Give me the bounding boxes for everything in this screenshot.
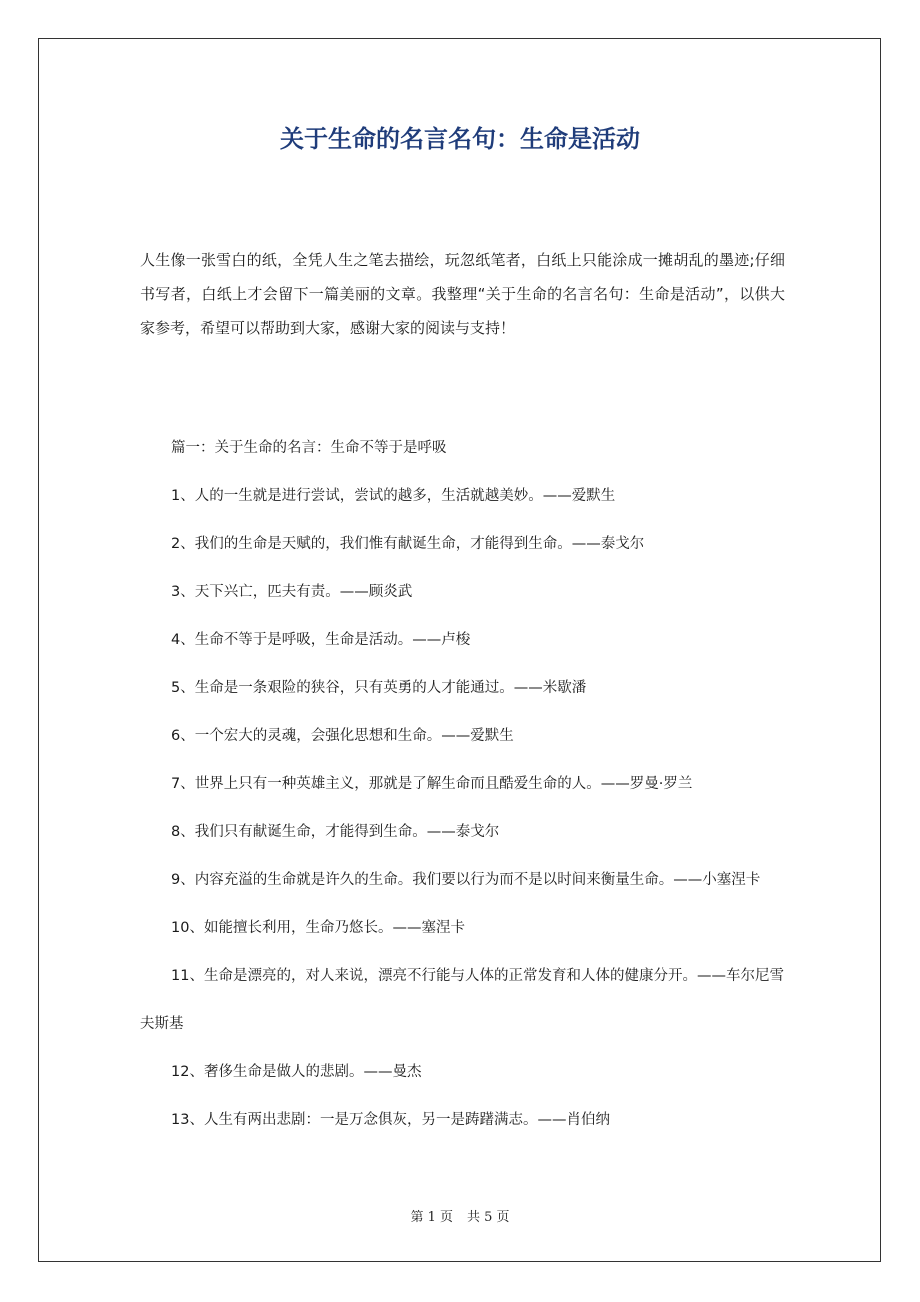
quote-item: 12、奢侈生命是做人的悲剧。——曼杰 [171, 1064, 422, 1080]
quote-item: 7、世界上只有一种英雄主义，那就是了解生命而且酷爱生命的人。——罗曼·罗兰 [171, 776, 693, 792]
page-footer [0, 1206, 920, 1225]
page-number: 第 1 页 [410, 1210, 453, 1225]
quote-list [140, 436, 785, 1156]
quote-item: 10、如能擅长利用，生命乃悠长。——塞涅卡 [171, 920, 465, 936]
quote-item: 8、我们只有献诞生命，才能得到生命。——泰戈尔 [171, 824, 500, 840]
quote-item: 5、生命是一条艰险的狭谷，只有英勇的人才能通过。——米歇潘 [171, 680, 587, 696]
section-heading: 篇一：关于生命的名言：生命不等于是呼吸 [171, 440, 447, 456]
quote-item: 2、我们的生命是天赋的，我们惟有献诞生命，才能得到生命。——泰戈尔 [171, 536, 645, 552]
quote-item: 4、生命不等于是呼吸，生命是活动。——卢梭 [171, 632, 471, 648]
document-title: 关于生命的名言名句：生命是活动 [280, 125, 640, 153]
intro-paragraph: 人生像一张雪白的纸，全凭人生之笔去描绘，玩忽纸笔者，白纸上只能涂成一摊胡乱的墨迹;仔细书写者，白纸上才会留下一篇美丽的文章。我整理“关于生命的名言名句：生命是活动”，以供大家参考，希望可以帮助到大家，感谢大家的阅读与支持！ [140, 251, 785, 337]
quote-item: 3、天下兴亡，匹夫有责。——顾炎武 [171, 584, 413, 600]
page-total: 共 5 页 [467, 1210, 510, 1225]
quote-item: 13、人生有两出悲剧：一是万念俱灰，另一是踌躇满志。——肖伯纳 [171, 1112, 610, 1128]
quote-item: 1、人的一生就是进行尝试，尝试的越多，生活就越美妙。——爱默生 [171, 488, 616, 504]
quote-item: 9、内容充溢的生命就是许久的生命。我们要以行为而不是以时间来衡量生命。——小塞涅卡 [171, 872, 761, 888]
quote-item: 6、一个宏大的灵魂，会强化思想和生命。——爱默生 [171, 728, 514, 744]
quote-item: 11、生命是漂亮的，对人来说，漂亮不行能与人体的正常发育和人体的健康分开。——车尔尼雪夫斯基 [140, 968, 784, 1032]
